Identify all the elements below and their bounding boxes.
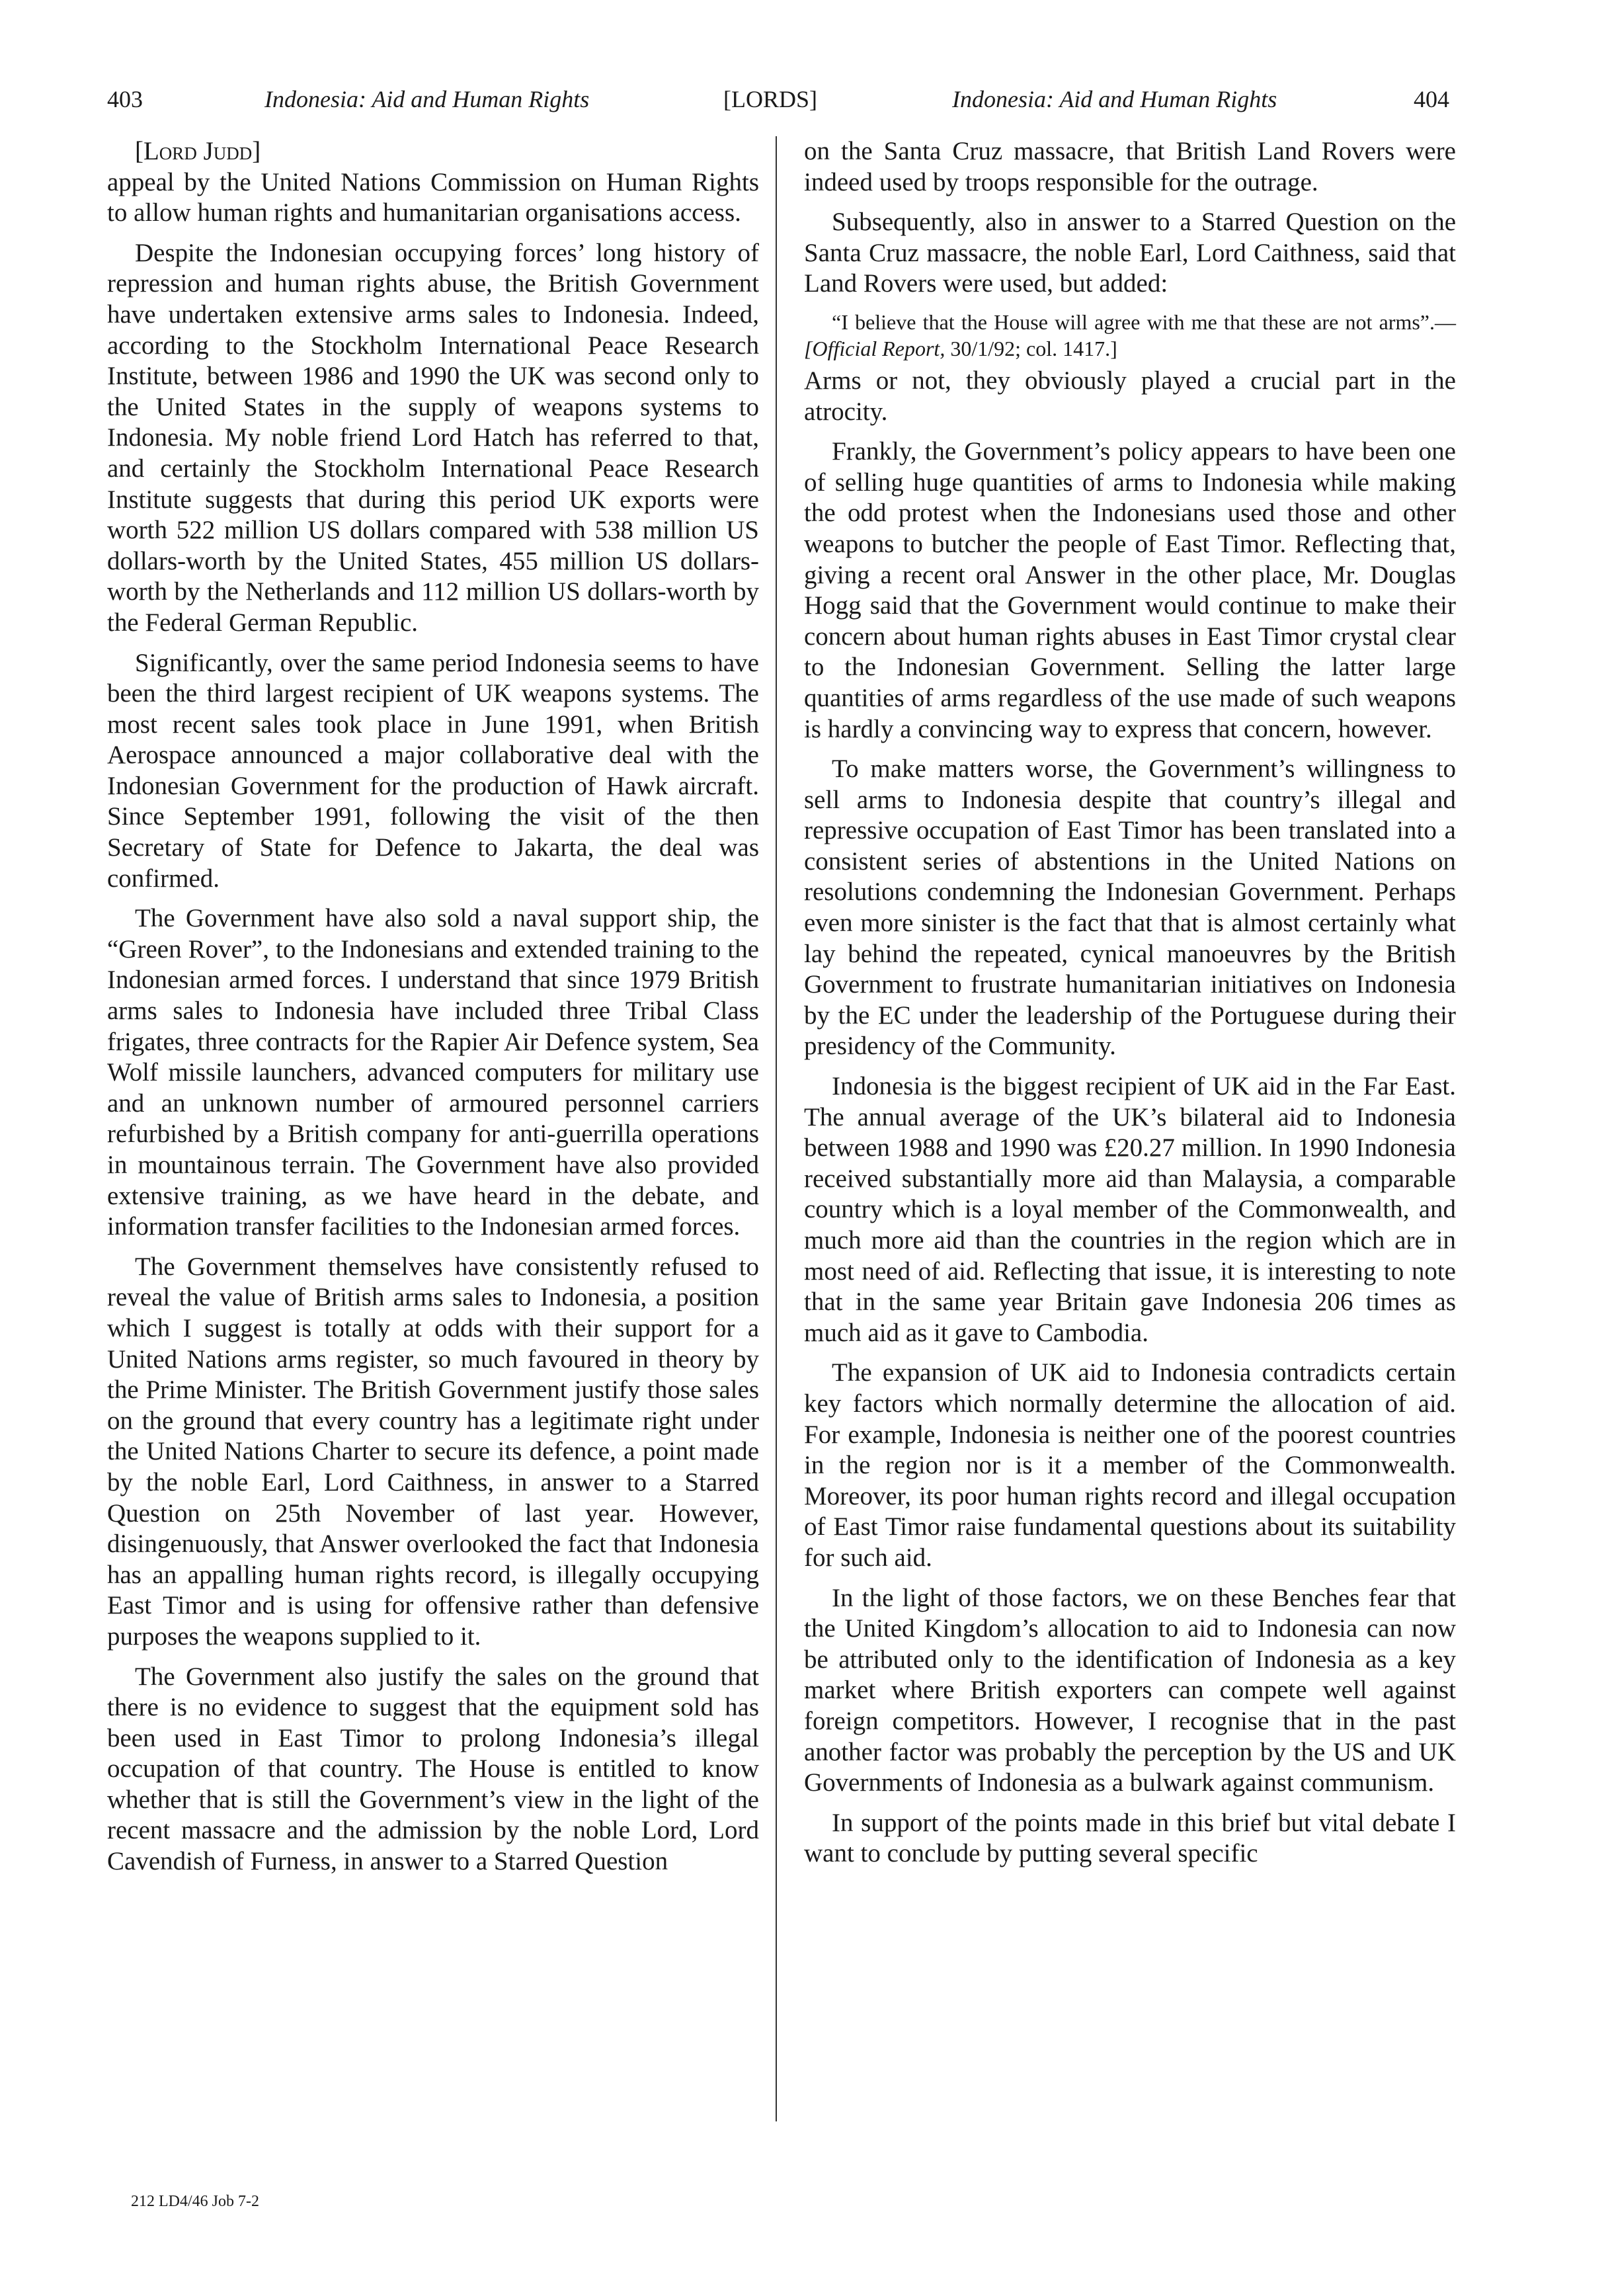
official-report-reference: [Official Report,	[804, 336, 945, 360]
running-title-left: Indonesia: Aid and Human Rights	[264, 86, 590, 112]
official-report-citation: 30/1/92; col. 1417.]	[950, 336, 1117, 360]
paragraph: In support of the points made in this brief but vital debate I want to conclude by putting several specific	[804, 1808, 1456, 1868]
speaker-label: [Lord Judd]	[135, 137, 261, 165]
print-job-code: 212 LD4/46 Job 7-2	[131, 2193, 259, 2210]
running-title-right: Indonesia: Aid and Human Rights	[952, 86, 1277, 112]
column-number-right: 404	[1414, 86, 1449, 112]
paragraph: Despite the Indonesian occupying forces’ long history of repression and human rights abuse, the British Government have undertaken extensive arms sales to Indonesia. Indeed, according to the Stockholm International Peace Research Institute, between 1986 and 1990 the UK was second only to the United States in the supply of weapons systems to Indonesia. My noble friend Lord Hatch has referred to that, and certainly the Stockholm International Peace Research Institute suggests that during this period UK exports were worth 522 million US dollars compared with 538 million US dollars-worth by the United States, 455 million US dollars-worth by the Netherlands and 112 million US dollars-worth by the Federal German Republic.	[107, 238, 759, 637]
paragraph: Indonesia is the biggest recipient of UK aid in the Far East. The annual average of the UK’s bilateral aid to Indonesia between 1988 and 1990 was £20.27 million. In 1990 Indonesia received substantially more aid than Malaysia, a comparable country which is a loyal member of the Commonwealth, and much more aid than the countries in the region which are in most need of aid. Reflecting that issue, it is interesting to note that in the same year Britain gave Indonesia 206 times as much aid as it gave to Cambodia.	[804, 1072, 1456, 1347]
paragraph: Subsequently, also in answer to a Starred Question on the Santa Cruz massacre, the noble Earl, Lord Caithness, said that Land Rovers were used, but added:	[804, 208, 1456, 298]
paragraph: on the Santa Cruz massacre, that British Land Rovers were indeed used by troops responsible for the outrage.	[804, 137, 1456, 196]
paragraph: The Government themselves have consistently refused to reveal the value of British arms sales to Indonesia, a position which I suggest is totally at odds with their support for a United Nations arms register, so much favoured in theory by the Prime Minister. The British Government justify those sales on the ground that every country has a legitimate right under the United Nations Charter to secure its defence, a point made by the noble Earl, Lord Caithness, in answer to a Starred Question on 25th November of last year. However, disingenuously, that Answer overlooked the fact that Indonesia has an appalling human rights record, is illegally occupying East Timor and is using for offensive rather than defensive purposes the weapons supplied to it.	[107, 1252, 759, 1651]
quotation	[804, 309, 1456, 362]
paragraph: The expansion of UK aid to Indonesia contradicts certain key factors which normally determine the allocation of aid. For example, Indonesia is neither one of the poorest countries in the region nor is it a member of the Commonwealth. Moreover, its poor human rights record and illegal occupation of East Timor raise fundamental questions about its suitability for such aid.	[804, 1358, 1456, 1572]
paragraph: The Government have also sold a naval support ship, the “Green Rover”, to the Indonesians and extended training to the Indonesian armed forces. I understand that since 1979 British arms sales to Indonesia have included three Tribal Class frigates, three contracts for the Rapier Air Defence system, Sea Wolf missile launchers, advanced computers for military use and an unknown number of armoured personnel carriers refurbished by a British company for anti-guerrilla operations in mountainous terrain. The Government have also provided extensive training, as we have heard in the debate, and information transfer facilities to the Indonesian armed forces.	[107, 904, 759, 1241]
column-number-left: 403	[107, 86, 143, 112]
right-column	[804, 136, 1456, 1879]
column-divider	[776, 136, 777, 2121]
paragraph: In the light of those factors, we on these Benches fear that the United Kingdom’s allocation to aid to Indonesia can now be attributed only to the identification of Indonesia as a key market where British exporters can compete well against foreign competitors. However, I recognise that in the past another factor was probably the perception by the US and UK Governments of Indonesia as a bulwark against communism.	[804, 1583, 1456, 1797]
paragraph: The Government also justify the sales on the ground that there is no evidence to suggest that the equipment sold has been used in East Timor to prolong Indonesia’s illegal occupation of that country. The House is entitled to know whether that is still the Government’s view in the light of the recent massacre and the admission by the noble Lord, Lord Cavendish of Furness, in answer to a Starred Question	[107, 1662, 759, 1876]
paragraph: To make matters worse, the Government’s willingness to sell arms to Indonesia despite that country’s illegal and repressive occupation of East Timor has been translated into a consistent series of abstentions in the United Nations on resolutions condemning the Indonesian Government. Perhaps even more sinister is the fact that that is almost certainly what lay behind the repeated, cynical manoeuvres by the British Government to frustrate humanitarian initiatives on Indonesia by the EC under the leadership of the Portuguese during their presidency of the Community.	[804, 755, 1456, 1061]
paragraph: Arms or not, they obviously played a crucial part in the atrocity.	[804, 366, 1456, 426]
left-column	[107, 136, 759, 1887]
paragraph: Significantly, over the same period Indonesia seems to have been the third largest recipient of UK weapons systems. The most recent sales took place in June 1991, when British Aerospace announced a major collaborative deal with the Indonesian Government for the production of Hawk aircraft. Since September 1991, following the visit of the then Secretary of State for Defence to Jakarta, the deal was confirmed.	[107, 648, 759, 893]
house-label: [LORDS]	[723, 86, 817, 112]
quotation-text: “I believe that the House will agree with me that these are not arms”.—	[832, 309, 1456, 334]
paragraph: appeal by the United Nations Commission on Human Rights to allow human rights and humanitarian organisations access.	[107, 167, 759, 227]
paragraph: Frankly, the Government’s policy appears to have been one of selling huge quantities of arms to Indonesia while making the odd protest when the Indonesians used those and other weapons to butcher the people of East Timor. Reflecting that, giving a recent oral Answer in the other place, Mr. Douglas Hogg said that the Government would continue to make their concern about human rights abuses in East Timor crystal clear to the Indonesian Government. Selling the latter large quantities of arms regardless of the use made of such weapons is hardly a convincing way to express that concern, however.	[804, 437, 1456, 743]
